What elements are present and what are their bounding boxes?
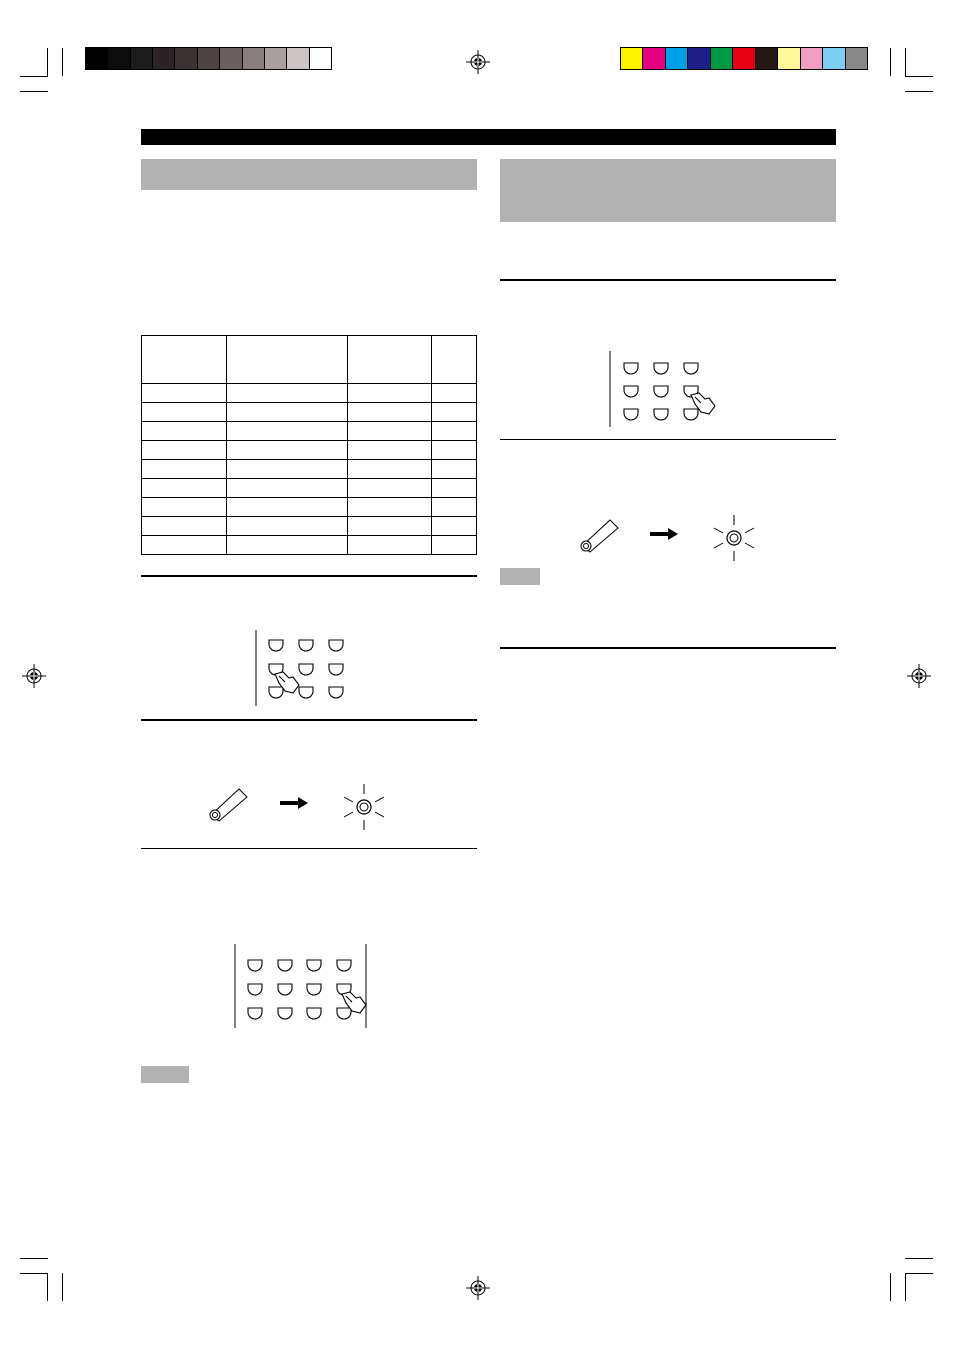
note-tag bbox=[141, 1066, 189, 1083]
table-cell bbox=[348, 384, 432, 403]
step-divider bbox=[500, 439, 836, 440]
gray-swatch bbox=[242, 48, 264, 69]
gray-swatch bbox=[107, 48, 129, 69]
table-cell bbox=[226, 517, 348, 536]
table-cell bbox=[348, 403, 432, 422]
table-cell bbox=[348, 479, 432, 498]
note-tag bbox=[500, 568, 540, 585]
color-swatch bbox=[800, 48, 822, 69]
step-divider bbox=[500, 279, 836, 281]
table-row bbox=[142, 498, 477, 517]
table-cell bbox=[432, 460, 477, 479]
table-cell bbox=[348, 517, 432, 536]
keypad-icon bbox=[609, 351, 721, 427]
registration-mark-icon bbox=[466, 1276, 490, 1300]
table-row bbox=[142, 384, 477, 403]
table-cell bbox=[142, 403, 227, 422]
grayscale-bar bbox=[86, 48, 331, 69]
table-cell bbox=[226, 479, 348, 498]
table-cell bbox=[432, 498, 477, 517]
registration-mark-icon bbox=[22, 664, 46, 688]
color-swatch bbox=[777, 48, 799, 69]
table-row bbox=[142, 422, 477, 441]
table-cell bbox=[226, 403, 348, 422]
table-cell bbox=[226, 384, 348, 403]
gray-swatch bbox=[286, 48, 308, 69]
table-cell bbox=[432, 441, 477, 460]
arrow-right-icon bbox=[650, 528, 678, 540]
code-table bbox=[141, 335, 477, 555]
table-cell bbox=[432, 517, 477, 536]
gray-swatch bbox=[130, 48, 152, 69]
table-cell bbox=[432, 479, 477, 498]
table-cell bbox=[142, 479, 227, 498]
page-header-bar bbox=[141, 129, 836, 145]
gray-swatch bbox=[264, 48, 286, 69]
right-section-heading bbox=[500, 159, 836, 222]
table-cell bbox=[226, 422, 348, 441]
gray-swatch bbox=[174, 48, 196, 69]
color-swatch bbox=[822, 48, 844, 69]
keypad-icon bbox=[234, 944, 374, 1030]
blinking-indicator-icon bbox=[342, 784, 386, 830]
table-cell bbox=[226, 536, 348, 555]
table-row bbox=[142, 460, 477, 479]
table-cell bbox=[348, 422, 432, 441]
gray-swatch bbox=[152, 48, 174, 69]
step-divider bbox=[141, 719, 477, 721]
gray-swatch bbox=[309, 48, 331, 69]
color-swatch bbox=[621, 48, 642, 69]
arrow-right-icon bbox=[280, 797, 308, 809]
table-cell bbox=[142, 498, 227, 517]
table-cell bbox=[226, 498, 348, 517]
color-bar bbox=[621, 48, 867, 69]
table-cell bbox=[142, 517, 227, 536]
registration-mark-icon bbox=[466, 50, 490, 74]
color-swatch bbox=[665, 48, 687, 69]
table-cell bbox=[432, 536, 477, 555]
pen-tip-icon bbox=[576, 518, 621, 552]
table-cell bbox=[348, 498, 432, 517]
color-swatch bbox=[732, 48, 754, 69]
table-row bbox=[142, 441, 477, 460]
left-section-heading bbox=[141, 159, 477, 190]
table-row bbox=[142, 517, 477, 536]
color-swatch bbox=[845, 48, 867, 69]
table-cell bbox=[142, 422, 227, 441]
table-cell bbox=[226, 441, 348, 460]
table-cell bbox=[432, 422, 477, 441]
color-swatch bbox=[755, 48, 777, 69]
pen-tip-icon bbox=[205, 787, 250, 821]
table-cell bbox=[142, 441, 227, 460]
table-row bbox=[142, 479, 477, 498]
table-header-row bbox=[142, 336, 477, 384]
gray-swatch bbox=[219, 48, 241, 69]
table-cell bbox=[348, 536, 432, 555]
color-swatch bbox=[687, 48, 709, 69]
registration-mark-icon bbox=[907, 664, 931, 688]
gray-swatch bbox=[197, 48, 219, 69]
table-cell bbox=[348, 441, 432, 460]
table-row bbox=[142, 536, 477, 555]
step-divider bbox=[500, 647, 836, 649]
step-divider bbox=[141, 848, 477, 849]
table-cell bbox=[432, 403, 477, 422]
blinking-indicator-icon bbox=[712, 515, 756, 561]
table-cell bbox=[142, 536, 227, 555]
table-cell bbox=[142, 460, 227, 479]
table-cell bbox=[226, 460, 348, 479]
table-row bbox=[142, 403, 477, 422]
color-swatch bbox=[642, 48, 664, 69]
table-cell bbox=[432, 384, 477, 403]
color-swatch bbox=[710, 48, 732, 69]
step-divider bbox=[141, 575, 477, 577]
gray-swatch bbox=[86, 48, 107, 69]
table-cell bbox=[142, 384, 227, 403]
keypad-icon bbox=[255, 630, 365, 706]
table-cell bbox=[348, 460, 432, 479]
